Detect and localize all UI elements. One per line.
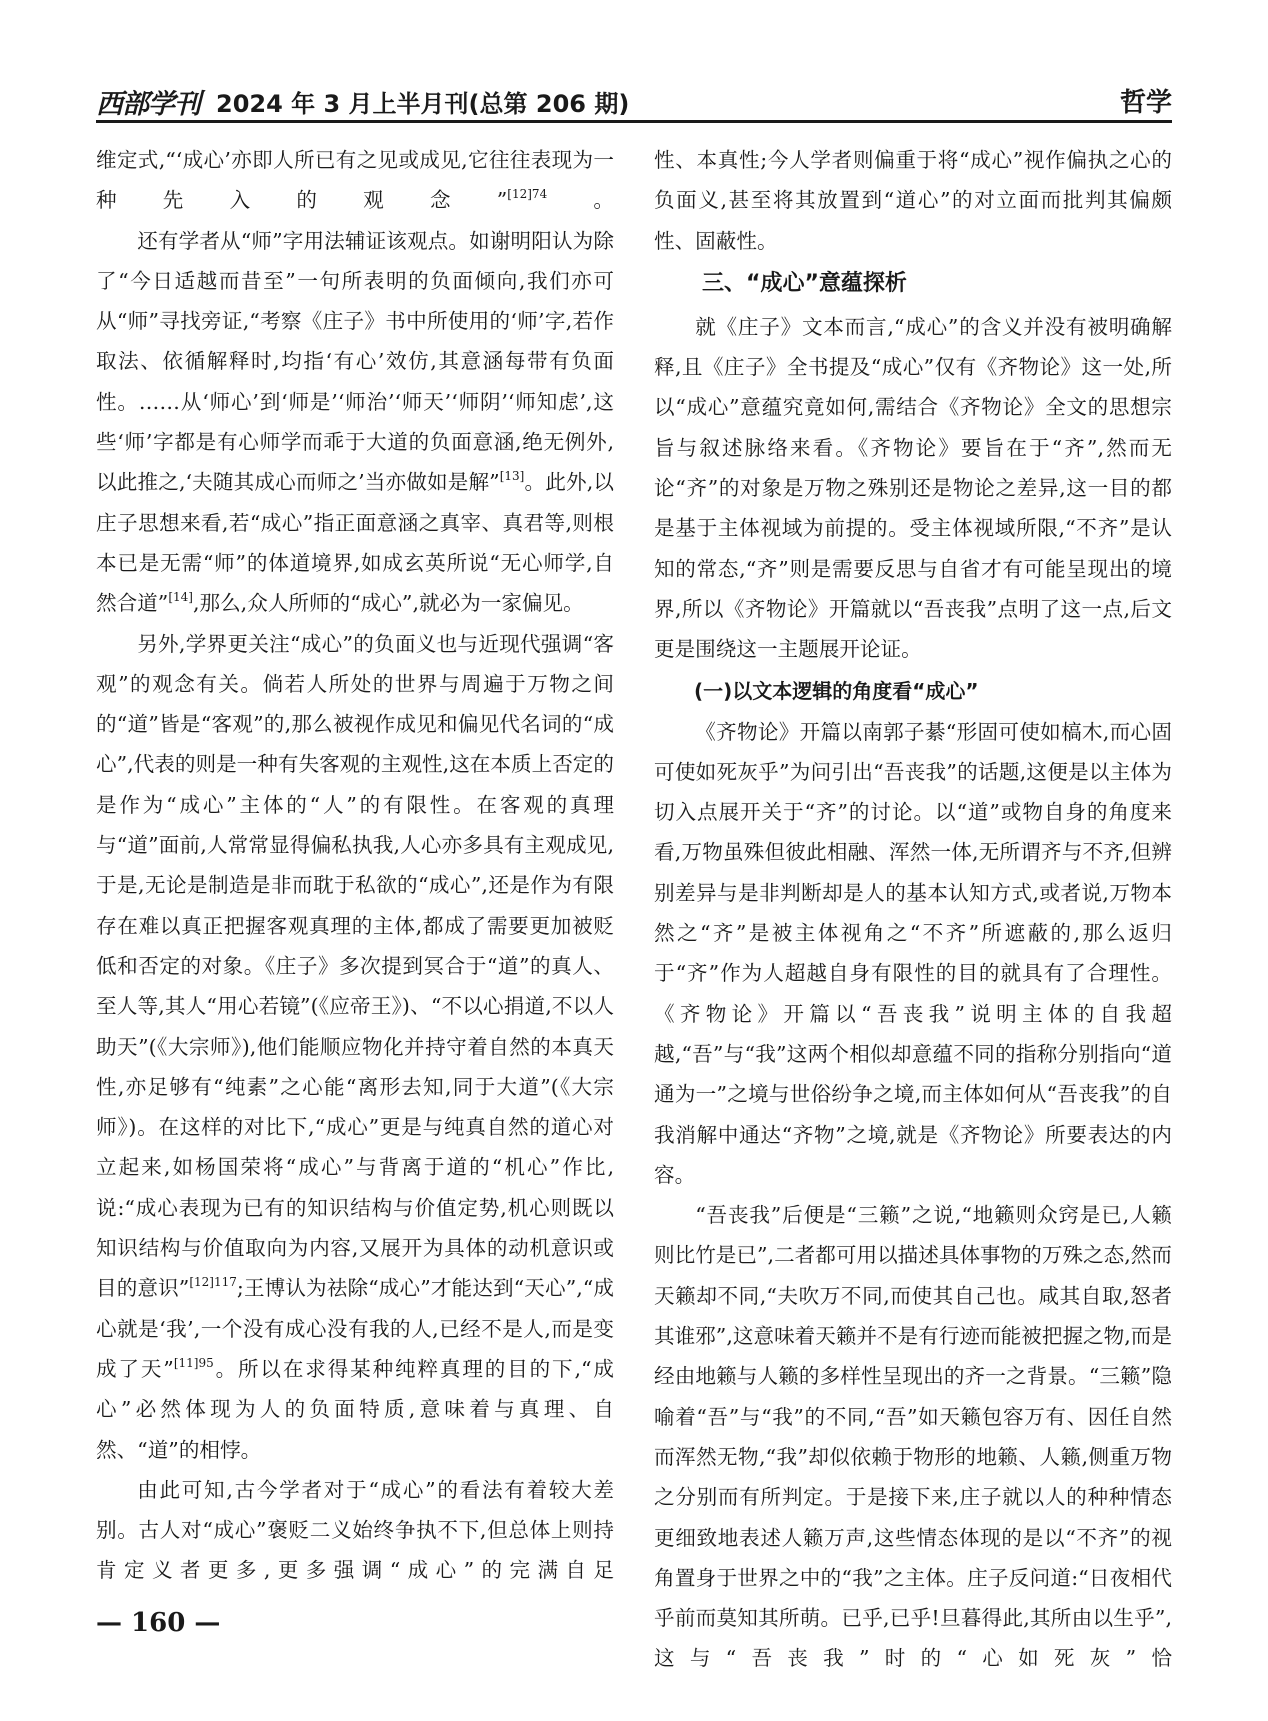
paragraph: 维定式,“‘成心’亦即人所已有之见或成见,它往往表现为一种先入的观念”$^{[12]74}$。 xyxy=(96,148,614,213)
citation: [12]74 xyxy=(507,187,548,202)
citation: [11]95 xyxy=(173,1355,214,1370)
paragraph: 还有学者从“师”字用法辅证该观点。如谢明阳认为除了“今日适越而昔至”一句所表明的负面倾向,我们亦可从“师”寻找旁证,“考察《庄子》书中所使用的‘师’字,若作取法、依循解释时,均指‘有心’效仿,其意涵每带有负面性。……从‘师心’到‘师是’‘师治’‘师天’‘师阴’‘师知虑’,这些‘师’字都是有心师学而乖于大道的负面意涵,绝无例外,以此推之,‘夫随其成心而师之’当亦做如是解”[13]。此外,以庄子思想来看,若“成心”指正面意涵之真宰、真君等,则根本已是无需“师”的体道境界,如成玄英所说“无心师学,自然合道”[14],那么,众人所师的“成心”,就必为一家偏见。 xyxy=(96,228,614,616)
paragraph: 就《庄子》文本而言,“成心”的含义并没有被明确解释,且《庄子》全书提及“成心”仅有《齐物论》这一处,所以“成心”意蕴究竟如何,需结合《齐物论》全文的思想宗旨与叙述脉络来看。《齐物论》要旨在于“齐”,然而无论“齐”的对象是万物之殊别还是物论之差异,这一目的都是基于主体视域为前提的。受主体视域所限,“不齐”是认知的常态,“齐”则是需要反思与自省才有可能呈现出的境界,所以《齐物论》开篇就以“吾丧我”点明了这一点,后文更是围绕这一主题展开论证。 xyxy=(654,314,1172,662)
paragraph: 《齐物论》开篇以南郭子綦“形固可使如槁木,而心固可使如死灰乎”为问引出“吾丧我”的话题,这便是以主体为切入点展开关于“齐”的讨论。以“道”或物自身的角度来看,万物虽殊但彼此相融、浑然一体,无所谓齐与不齐,但辨别差异与是非判断却是人的基本认知方式,或者说,万物本然之“齐”是被主体视角之“不齐”所遮蔽的,那么返归于“齐”作为人超越自身有限性的目的就具有了合理性。《齐物论》开篇以“吾丧我”说明主体的自我超越,“吾”与“我”这两个相似却意蕴不同的指称分别指向“道通为一”之境与世俗纷争之境,而主体如何从“吾丧我”的自我消解中通达“齐物”之境,就是《齐物论》所要表达的内容。 xyxy=(654,719,1172,1187)
paragraph: “吾丧我”后便是“三籁”之说,“地籁则众窍是已,人籁则比竹是已”,二者都可用以描述具体事物的万殊之态,然而天籁却不同,“夫吹万不同,而使其自己也。咸其自取,怒者其谁邪”,这意味着天籁并不是有行迹而能被把握之物,而是经由地籁与人籁的多样性呈现出的齐一之背景。“三籁”隐喻着“吾”与“我”的不同,“吾”如天籁包容万有、因任自然而浑然无物,“我”却似依赖于物形的地籁、人籁,侧重万物之分别而有所判定。于是接下来,庄子就以人的种种情态更细致地表述人籁万声,这些情态体现的是以“不齐”的视角置身于世界之中的“我”之主体。庄子反问道:“日夜相代乎前而莫知其所萌。已乎,已乎!旦暮得此,其所由以生乎”,这与“吾丧我”时的“心如死灰”恰 xyxy=(654,1203,1172,1671)
running-header xyxy=(96,78,1172,122)
section-name: 哲学 xyxy=(1119,88,1172,118)
left-column xyxy=(96,140,614,1591)
subsection-heading: (一)以文本逻辑的角度看“成心” xyxy=(694,678,979,703)
paragraph: 由此可知,古今学者对于“成心”的看法有着较大差别。古人对“成心”褒贬二义始终争执不下,但总体上则持肯定义者更多,更多强调“成心”的完满自足 xyxy=(96,1477,614,1583)
citation: [12]117 xyxy=(189,1275,237,1290)
paragraph-continuation: 性、本真性;今人学者则偏重于将“成心”视作偏执之心的负面义,甚至将其放置到“道心”的对立面而批判其偏颇性、固蔽性。 xyxy=(654,148,1172,253)
section-heading: 三、“成心”意蕴探析 xyxy=(702,270,907,296)
issue-info: 2024 年 3 月上半月刊(总第 206 期) xyxy=(216,90,630,118)
paragraph: 另外,学界更关注“成心”的负面义也与近现代强调“客观”的观念有关。倘若人所处的世界与周遍于万物之间的“道”皆是“客观”的,那么被视作成见和偏见代名词的“成心”,代表的则是一种有失客观的主观性,这在本质上否定的是作为“成心”主体的“人”的有限性。在客观的真理与“道”面前,人常常显得偏私执我,人心亦多具有主观成见,于是,无论是制造是非而耽于私欲的“成心”,还是作为有限存在难以真正把握客观真理的主体,都成了需要更加被贬低和否定的对象。《庄子》多次提到冥合于“道”的真人、至人等,其人“用心若镜”(《应帝王》)、“不以心捐道,不以人助天”(《大宗师》),他们能顺应物化并持守着自然的本真天性,亦足够有“纯素”之心能“离形去知,同于大道”(《大宗师》)。在这样的对比下,“成心”更是与纯真自然的道心对立起来,如杨国荣将“成心”与背离于道的“机心”作比,说:“成心表现为已有的知识结构与价值定势,机心则既以知识结构与价值取向为内容,又展开为具体的动机意识或目的意识”$^{[12]117}$;王博认为祛除“成心”才能达到“天心”,“成心就是‘我’,一个没有成心没有我的人,已经不是人,而是变成了天”$^{[11]95}$。所以在求得某种纯粹真理的目的下,“成心”必然体现为人的负面特质,意味着与真理、自然、“道”的相悖。 xyxy=(96,631,614,1462)
citation: [14] xyxy=(168,590,193,605)
header-rule xyxy=(96,120,1172,123)
page-number: — 160 — xyxy=(96,1608,221,1638)
citation: [13] xyxy=(499,469,525,484)
right-column xyxy=(654,140,1172,1679)
journal-logo: 西部学刊 xyxy=(96,89,200,120)
